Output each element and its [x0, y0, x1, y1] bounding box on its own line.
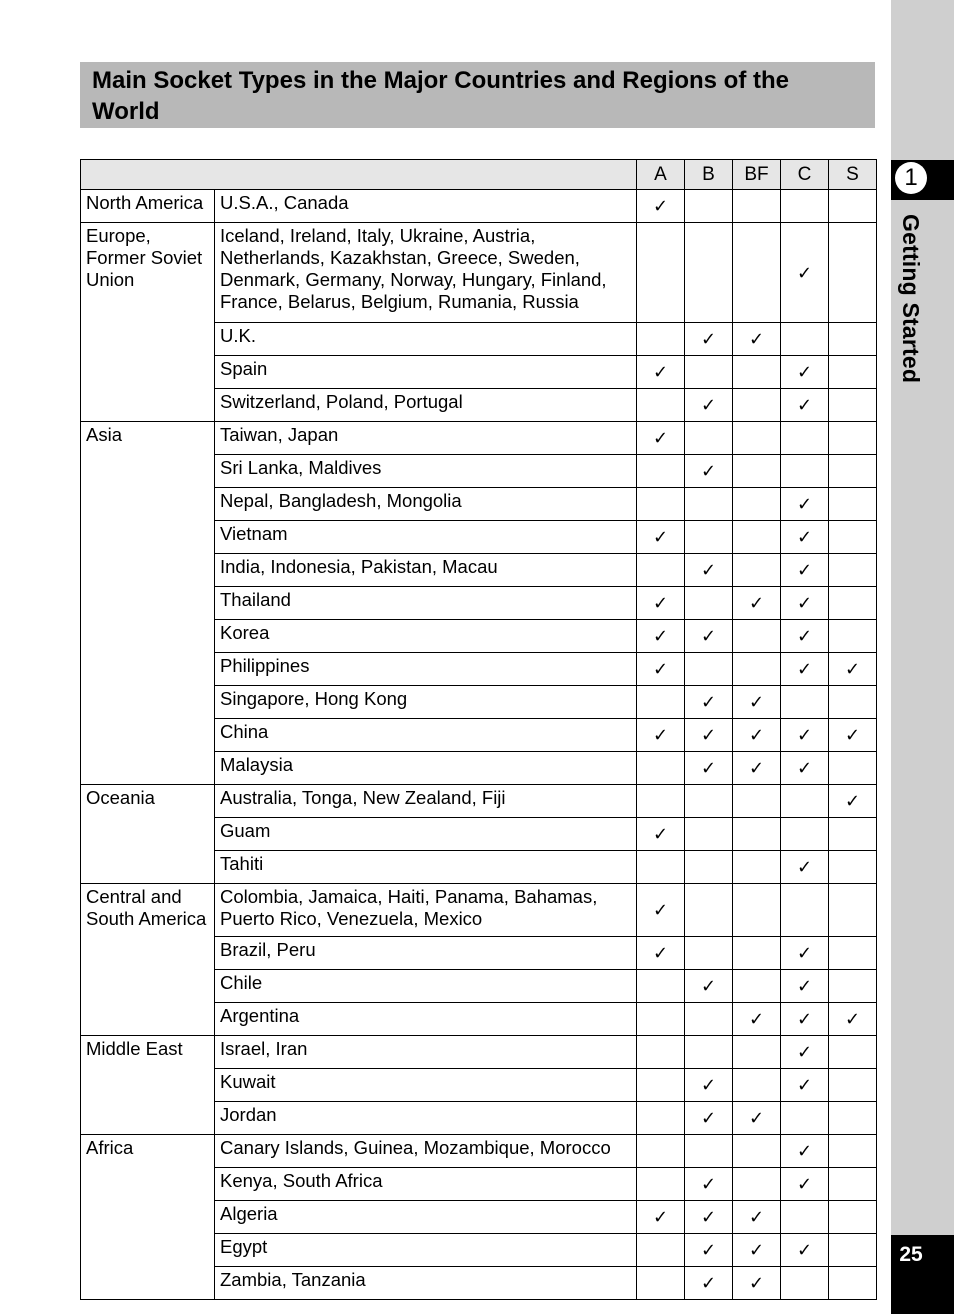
socket-cell-a	[637, 653, 685, 686]
socket-cell-c	[781, 488, 829, 521]
socket-cell-s	[829, 587, 877, 620]
check-mark-icon: ✓	[748, 692, 765, 712]
table-row	[81, 1135, 877, 1168]
check-mark-icon: ✓	[700, 725, 717, 745]
socket-cell-b	[685, 785, 733, 818]
countries-cell: U.S.A., Canada	[215, 190, 637, 223]
socket-cell-b	[685, 587, 733, 620]
socket-cell-c	[781, 970, 829, 1003]
socket-cell-c	[781, 455, 829, 488]
check-mark-icon: ✓	[748, 1009, 765, 1029]
socket-cell-bf	[733, 1102, 781, 1135]
region-cell: North America	[81, 190, 215, 223]
check-mark-icon: ✓	[748, 1207, 765, 1227]
socket-cell-bf	[733, 190, 781, 223]
countries-cell: Philippines	[215, 653, 637, 686]
socket-cell-bf	[733, 653, 781, 686]
socket-cell-s	[829, 653, 877, 686]
countries-cell: Thailand	[215, 587, 637, 620]
socket-cell-b	[685, 521, 733, 554]
socket-cell-s	[829, 356, 877, 389]
check-mark-icon: ✓	[748, 1273, 765, 1293]
socket-cell-c	[781, 653, 829, 686]
check-mark-icon: ✓	[700, 560, 717, 580]
socket-cell-a	[637, 323, 685, 356]
column-header: C	[781, 160, 829, 190]
socket-cell-c	[781, 1168, 829, 1201]
check-mark-icon: ✓	[796, 1174, 813, 1194]
socket-cell-bf	[733, 785, 781, 818]
socket-cell-bf	[733, 719, 781, 752]
countries-cell: Egypt	[215, 1234, 637, 1267]
socket-cell-s	[829, 884, 877, 937]
socket-cell-bf	[733, 1003, 781, 1036]
socket-cell-s	[829, 851, 877, 884]
table-body	[81, 190, 877, 1300]
column-header: S	[829, 160, 877, 190]
socket-cell-b	[685, 1168, 733, 1201]
check-mark-icon: ✓	[796, 262, 813, 283]
socket-cell-s	[829, 818, 877, 851]
socket-cell-s	[829, 1135, 877, 1168]
socket-cell-a	[637, 884, 685, 937]
countries-cell: Taiwan, Japan	[215, 422, 637, 455]
check-mark-icon: ✓	[700, 692, 717, 712]
countries-cell: Iceland, Ireland, Italy, Ukraine, Austria, Netherlands, Kazakhstan, Greece, Sweden, Denmark, Germany, Norway, Hungary, Finland, France, Belarus, Belgium, Rumania, Russia	[215, 223, 637, 323]
countries-cell: Malaysia	[215, 752, 637, 785]
socket-cell-b	[685, 1003, 733, 1036]
socket-cell-s	[829, 488, 877, 521]
countries-cell: Chile	[215, 970, 637, 1003]
countries-cell: China	[215, 719, 637, 752]
socket-cell-a	[637, 389, 685, 422]
socket-cell-a	[637, 719, 685, 752]
table-row	[81, 190, 877, 223]
socket-cell-b	[685, 752, 733, 785]
check-mark-icon: ✓	[796, 593, 813, 613]
header-blank-cell	[81, 160, 637, 190]
countries-cell: Zambia, Tanzania	[215, 1267, 637, 1300]
socket-cell-c	[781, 1069, 829, 1102]
socket-cell-c	[781, 554, 829, 587]
countries-cell: Singapore, Hong Kong	[215, 686, 637, 719]
countries-cell: Kuwait	[215, 1069, 637, 1102]
socket-cell-s	[829, 620, 877, 653]
socket-cell-c	[781, 190, 829, 223]
page-title: Main Socket Types in the Major Countries and Regions of the World	[80, 62, 875, 128]
countries-cell: Israel, Iran	[215, 1036, 637, 1069]
countries-cell: Switzerland, Poland, Portugal	[215, 389, 637, 422]
socket-cell-b	[685, 1267, 733, 1300]
socket-cell-a	[637, 686, 685, 719]
check-mark-icon: ✓	[796, 1009, 813, 1029]
socket-cell-b	[685, 190, 733, 223]
socket-cell-s	[829, 1234, 877, 1267]
chapter-label: Getting Started	[898, 214, 924, 384]
socket-cell-c	[781, 587, 829, 620]
socket-cell-c	[781, 1036, 829, 1069]
page-number: 25	[899, 1243, 923, 1266]
region-cell: Africa	[81, 1135, 215, 1300]
socket-cell-c	[781, 752, 829, 785]
socket-cell-c	[781, 521, 829, 554]
socket-cell-s	[829, 1168, 877, 1201]
socket-cell-a	[637, 851, 685, 884]
socket-cell-c	[781, 851, 829, 884]
check-mark-icon: ✓	[796, 626, 813, 646]
socket-cell-bf	[733, 1234, 781, 1267]
socket-cell-a	[637, 818, 685, 851]
check-mark-icon: ✓	[652, 659, 669, 679]
socket-cell-s	[829, 686, 877, 719]
socket-cell-c	[781, 884, 829, 937]
countries-cell: Nepal, Bangladesh, Mongolia	[215, 488, 637, 521]
socket-cell-a	[637, 752, 685, 785]
socket-cell-bf	[733, 356, 781, 389]
socket-cell-bf	[733, 521, 781, 554]
socket-cell-bf	[733, 818, 781, 851]
socket-cell-c	[781, 323, 829, 356]
table-row	[81, 785, 877, 818]
check-mark-icon: ✓	[652, 362, 669, 382]
socket-cell-s	[829, 1102, 877, 1135]
socket-cell-c	[781, 785, 829, 818]
socket-cell-a	[637, 455, 685, 488]
socket-cell-s	[829, 1267, 877, 1300]
check-mark-icon: ✓	[652, 943, 669, 963]
socket-cell-b	[685, 1234, 733, 1267]
socket-cell-a	[637, 488, 685, 521]
socket-cell-c	[781, 422, 829, 455]
socket-cell-c	[781, 1135, 829, 1168]
countries-cell: Guam	[215, 818, 637, 851]
check-mark-icon: ✓	[700, 1174, 717, 1194]
check-mark-icon: ✓	[796, 857, 813, 877]
table-header-row	[81, 160, 877, 190]
socket-cell-bf	[733, 422, 781, 455]
check-mark-icon: ✓	[700, 461, 717, 481]
socket-cell-b	[685, 653, 733, 686]
socket-cell-a	[637, 554, 685, 587]
socket-cell-a	[637, 1168, 685, 1201]
region-cell: Middle East	[81, 1036, 215, 1135]
socket-cell-b	[685, 970, 733, 1003]
table-row	[81, 223, 877, 323]
check-mark-icon: ✓	[748, 1240, 765, 1260]
socket-cell-b	[685, 1135, 733, 1168]
socket-cell-bf	[733, 1201, 781, 1234]
check-mark-icon: ✓	[652, 196, 669, 216]
region-cell: Central and South America	[81, 884, 215, 1036]
socket-cell-b	[685, 1069, 733, 1102]
socket-cell-c	[781, 1267, 829, 1300]
countries-cell: Argentina	[215, 1003, 637, 1036]
socket-cell-c	[781, 1003, 829, 1036]
check-mark-icon: ✓	[652, 428, 669, 448]
socket-cell-c	[781, 686, 829, 719]
socket-cell-b	[685, 620, 733, 653]
countries-cell: Korea	[215, 620, 637, 653]
check-mark-icon: ✓	[652, 824, 669, 844]
check-mark-icon: ✓	[796, 659, 813, 679]
chapter-number: 1	[895, 162, 927, 194]
table-row	[81, 1036, 877, 1069]
check-mark-icon: ✓	[796, 527, 813, 547]
socket-cell-bf	[733, 1135, 781, 1168]
check-mark-icon: ✓	[700, 626, 717, 646]
socket-cell-a	[637, 1135, 685, 1168]
socket-cell-bf	[733, 851, 781, 884]
socket-cell-c	[781, 389, 829, 422]
socket-types-table	[80, 159, 877, 1300]
socket-cell-s	[829, 1003, 877, 1036]
countries-cell: Jordan	[215, 1102, 637, 1135]
socket-cell-bf	[733, 752, 781, 785]
column-header: BF	[733, 160, 781, 190]
check-mark-icon: ✓	[748, 593, 765, 613]
check-mark-icon: ✓	[700, 329, 717, 349]
socket-cell-b	[685, 686, 733, 719]
socket-cell-c	[781, 620, 829, 653]
socket-cell-a	[637, 587, 685, 620]
socket-cell-b	[685, 422, 733, 455]
check-mark-icon: ✓	[796, 494, 813, 514]
socket-cell-bf	[733, 970, 781, 1003]
socket-cell-bf	[733, 389, 781, 422]
socket-cell-s	[829, 970, 877, 1003]
countries-cell: Spain	[215, 356, 637, 389]
socket-cell-b	[685, 223, 733, 323]
check-mark-icon: ✓	[700, 976, 717, 996]
socket-cell-s	[829, 937, 877, 970]
socket-cell-a	[637, 356, 685, 389]
socket-cell-s	[829, 389, 877, 422]
socket-cell-bf	[733, 1267, 781, 1300]
socket-cell-bf	[733, 488, 781, 521]
check-mark-icon: ✓	[748, 725, 765, 745]
socket-cell-a	[637, 1201, 685, 1234]
check-mark-icon: ✓	[796, 1141, 813, 1161]
region-cell: Oceania	[81, 785, 215, 884]
socket-cell-b	[685, 818, 733, 851]
socket-cell-b	[685, 937, 733, 970]
socket-cell-b	[685, 1036, 733, 1069]
socket-cell-s	[829, 554, 877, 587]
socket-cell-bf	[733, 1036, 781, 1069]
countries-cell: Sri Lanka, Maldives	[215, 455, 637, 488]
check-mark-icon: ✓	[652, 626, 669, 646]
check-mark-icon: ✓	[652, 527, 669, 547]
socket-cell-s	[829, 521, 877, 554]
socket-cell-bf	[733, 937, 781, 970]
countries-cell: Algeria	[215, 1201, 637, 1234]
socket-cell-a	[637, 223, 685, 323]
socket-cell-c	[781, 356, 829, 389]
check-mark-icon: ✓	[700, 1075, 717, 1095]
socket-cell-a	[637, 1069, 685, 1102]
socket-cell-b	[685, 455, 733, 488]
check-mark-icon: ✓	[796, 1075, 813, 1095]
socket-cell-s	[829, 752, 877, 785]
socket-cell-b	[685, 1102, 733, 1135]
socket-cell-a	[637, 1036, 685, 1069]
socket-cell-bf	[733, 884, 781, 937]
socket-cell-s	[829, 223, 877, 323]
check-mark-icon: ✓	[796, 725, 813, 745]
check-mark-icon: ✓	[796, 943, 813, 963]
socket-cell-b	[685, 719, 733, 752]
socket-cell-bf	[733, 455, 781, 488]
check-mark-icon: ✓	[796, 362, 813, 382]
check-mark-icon: ✓	[652, 593, 669, 613]
check-mark-icon: ✓	[796, 395, 813, 415]
socket-cell-bf	[733, 554, 781, 587]
column-header: A	[637, 160, 685, 190]
check-mark-icon: ✓	[796, 976, 813, 996]
socket-cell-bf	[733, 1069, 781, 1102]
socket-cell-s	[829, 1201, 877, 1234]
socket-cell-a	[637, 1003, 685, 1036]
socket-cell-s	[829, 455, 877, 488]
socket-cell-b	[685, 389, 733, 422]
countries-cell: U.K.	[215, 323, 637, 356]
socket-cell-bf	[733, 1168, 781, 1201]
check-mark-icon: ✓	[844, 725, 861, 745]
socket-cell-s	[829, 785, 877, 818]
socket-cell-a	[637, 190, 685, 223]
check-mark-icon: ✓	[700, 758, 717, 778]
countries-cell: Vietnam	[215, 521, 637, 554]
socket-cell-a	[637, 970, 685, 1003]
column-header: B	[685, 160, 733, 190]
check-mark-icon: ✓	[700, 1240, 717, 1260]
check-mark-icon: ✓	[652, 900, 669, 920]
socket-cell-c	[781, 1201, 829, 1234]
check-mark-icon: ✓	[748, 329, 765, 349]
check-mark-icon: ✓	[796, 560, 813, 580]
region-cell: Asia	[81, 422, 215, 785]
check-mark-icon: ✓	[844, 1009, 861, 1029]
socket-cell-s	[829, 323, 877, 356]
socket-cell-a	[637, 1267, 685, 1300]
countries-cell: Kenya, South Africa	[215, 1168, 637, 1201]
check-mark-icon: ✓	[652, 1207, 669, 1227]
region-cell: Europe, Former Soviet Union	[81, 223, 215, 422]
socket-cell-a	[637, 937, 685, 970]
socket-cell-b	[685, 1201, 733, 1234]
socket-cell-c	[781, 719, 829, 752]
countries-cell: Colombia, Jamaica, Haiti, Panama, Bahamas, Puerto Rico, Venezuela, Mexico	[215, 884, 637, 937]
countries-cell: Brazil, Peru	[215, 937, 637, 970]
socket-cell-s	[829, 190, 877, 223]
socket-cell-b	[685, 851, 733, 884]
socket-cell-b	[685, 488, 733, 521]
check-mark-icon: ✓	[700, 1207, 717, 1227]
countries-cell: Australia, Tonga, New Zealand, Fiji	[215, 785, 637, 818]
socket-cell-bf	[733, 587, 781, 620]
socket-cell-bf	[733, 323, 781, 356]
table-row	[81, 422, 877, 455]
check-mark-icon: ✓	[652, 725, 669, 745]
check-mark-icon: ✓	[844, 791, 861, 811]
socket-cell-s	[829, 422, 877, 455]
check-mark-icon: ✓	[844, 659, 861, 679]
socket-cell-a	[637, 422, 685, 455]
countries-cell: India, Indonesia, Pakistan, Macau	[215, 554, 637, 587]
socket-cell-a	[637, 785, 685, 818]
socket-cell-bf	[733, 223, 781, 323]
check-mark-icon: ✓	[700, 395, 717, 415]
check-mark-icon: ✓	[796, 1042, 813, 1062]
table-row	[81, 884, 877, 937]
check-mark-icon: ✓	[748, 758, 765, 778]
socket-cell-c	[781, 223, 829, 323]
check-mark-icon: ✓	[700, 1273, 717, 1293]
socket-cell-b	[685, 356, 733, 389]
socket-cell-s	[829, 1069, 877, 1102]
check-mark-icon: ✓	[796, 758, 813, 778]
socket-cell-bf	[733, 620, 781, 653]
socket-cell-c	[781, 937, 829, 970]
socket-cell-b	[685, 323, 733, 356]
check-mark-icon: ✓	[748, 1108, 765, 1128]
socket-cell-a	[637, 1102, 685, 1135]
socket-cell-c	[781, 1102, 829, 1135]
socket-cell-b	[685, 884, 733, 937]
socket-cell-bf	[733, 686, 781, 719]
check-mark-icon: ✓	[700, 1108, 717, 1128]
countries-cell: Tahiti	[215, 851, 637, 884]
socket-cell-b	[685, 554, 733, 587]
socket-cell-c	[781, 818, 829, 851]
socket-cell-a	[637, 1234, 685, 1267]
socket-cell-a	[637, 620, 685, 653]
socket-cell-a	[637, 521, 685, 554]
socket-cell-s	[829, 1036, 877, 1069]
countries-cell: Canary Islands, Guinea, Mozambique, Morocco	[215, 1135, 637, 1168]
check-mark-icon: ✓	[796, 1240, 813, 1260]
socket-cell-s	[829, 719, 877, 752]
socket-cell-c	[781, 1234, 829, 1267]
